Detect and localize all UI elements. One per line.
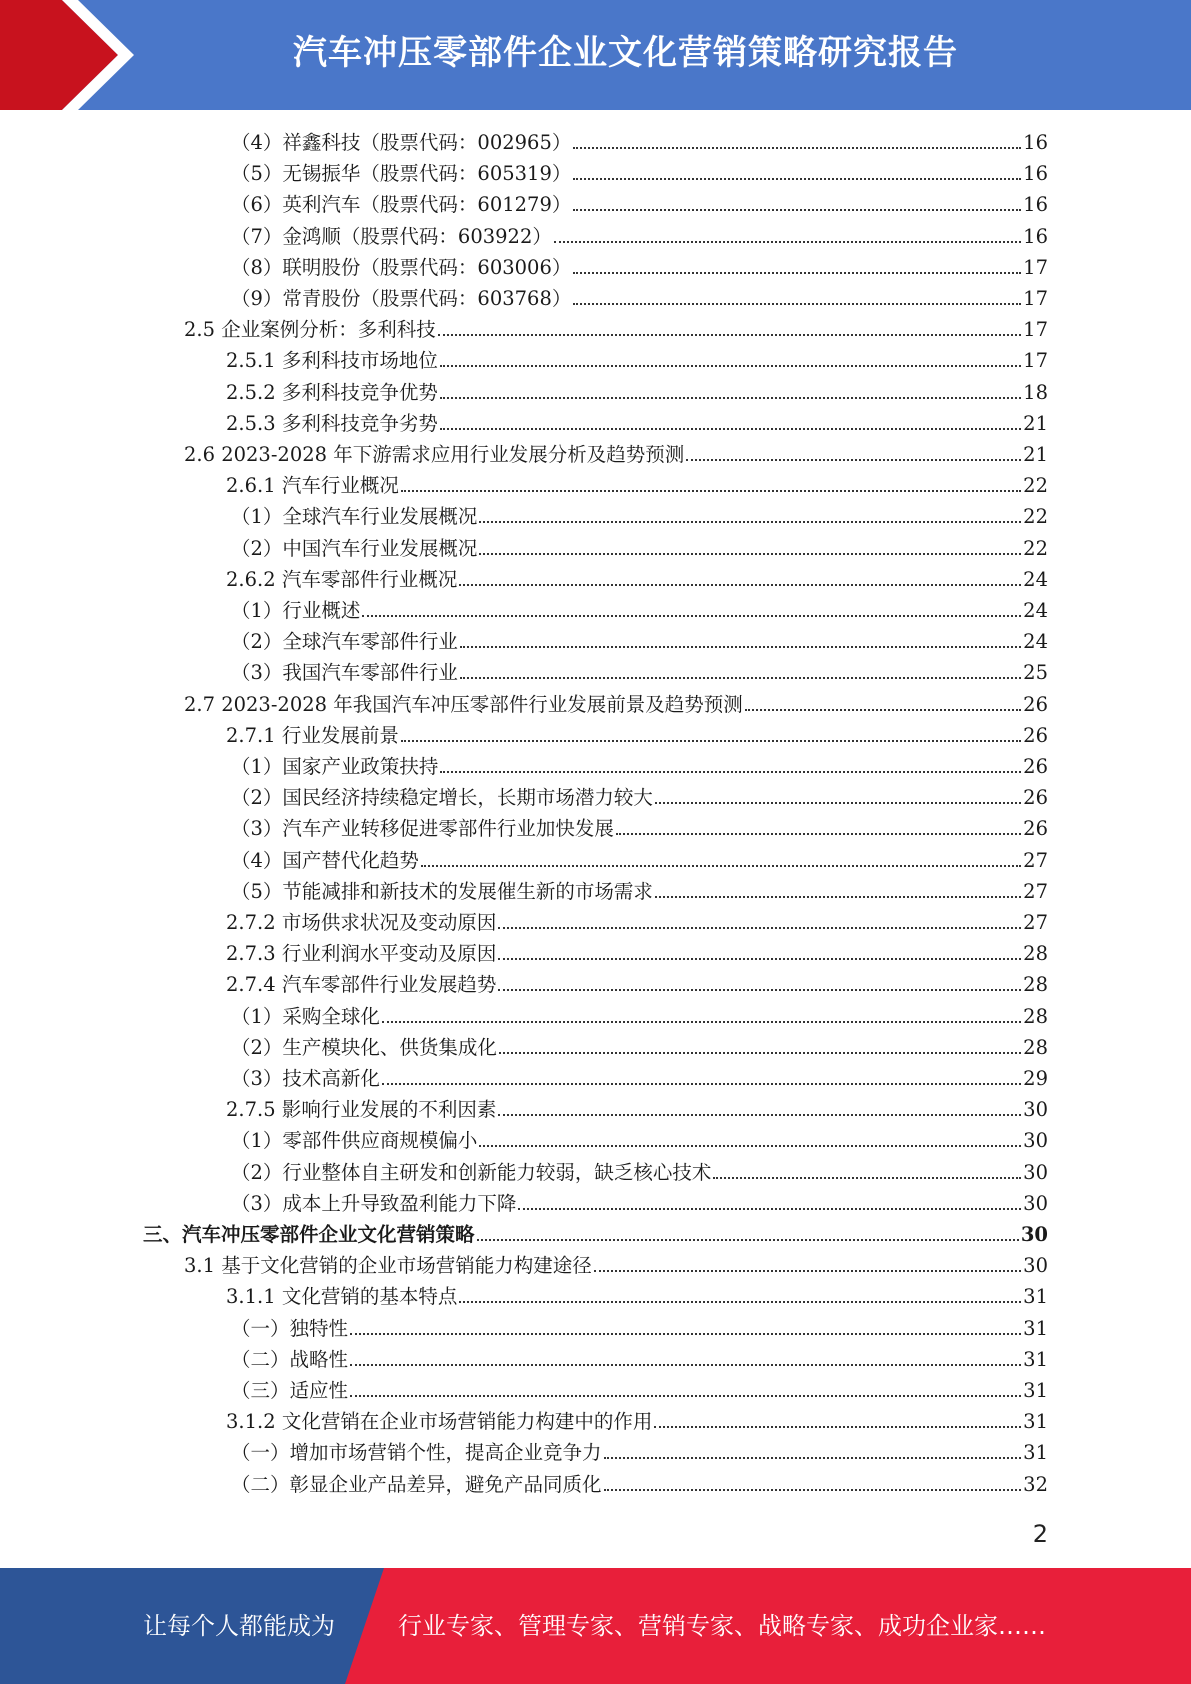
toc-entry-title: 3.1.2 文化营销在企业市场营销能力构建中的作用 — [226, 1410, 653, 1434]
toc-entry[interactable] — [226, 345, 1048, 376]
toc-entry-title: （3）汽车产业转移促进零部件行业加快发展 — [231, 817, 614, 841]
toc-leader-dots — [498, 1114, 1021, 1116]
toc-entry-title: 2.5 企业案例分析：多利科技 — [184, 318, 436, 342]
toc-entry-page: 31 — [1023, 1379, 1048, 1402]
toc-leader-dots — [573, 209, 1021, 211]
toc-entry-title: 2.7.2 市场供求状况及变动原因 — [226, 911, 497, 934]
toc-leader-dots — [498, 989, 1021, 991]
toc-entry-title: （3）技术高新化 — [231, 1067, 380, 1090]
toc-entry[interactable] — [226, 564, 1048, 595]
toc-leader-dots — [350, 1395, 1021, 1397]
toc-entry-title: （4）国产替代化趋势 — [231, 848, 419, 872]
toc-entry-page: 16 — [1023, 224, 1048, 248]
toc-leader-dots — [440, 397, 1021, 399]
footer-slogan-left: 让每个人都能成为 — [143, 1612, 335, 1640]
toc-entry-title: （7）金鸿顺（股票代码：603922） — [231, 224, 552, 248]
toc-entry[interactable] — [231, 127, 1048, 158]
toc-entry[interactable] — [231, 1313, 1048, 1344]
toc-leader-dots — [459, 584, 1021, 586]
toc-entry[interactable] — [226, 377, 1048, 408]
toc-entry-title: 2.6.2 汽车零部件行业概况 — [226, 567, 458, 591]
toc-entry-page: 24 — [1023, 630, 1048, 654]
toc-leader-dots — [479, 1145, 1021, 1147]
toc-leader-dots — [440, 365, 1021, 367]
toc-entry[interactable] — [231, 221, 1048, 252]
toc-entry[interactable] — [231, 1125, 1048, 1156]
toc-leader-dots — [440, 771, 1021, 773]
toc-leader-dots — [616, 833, 1021, 835]
toc-entry[interactable] — [226, 938, 1048, 969]
toc-entry[interactable] — [231, 845, 1048, 876]
toc-entry[interactable] — [143, 1219, 1048, 1250]
toc-entry[interactable] — [231, 595, 1048, 626]
toc-entry-page: 30 — [1020, 1223, 1048, 1246]
toc-leader-dots — [498, 927, 1021, 929]
toc-entry-page: 26 — [1023, 692, 1048, 716]
toc-entry-page: 16 — [1023, 131, 1048, 154]
toc-entry-page: 30 — [1023, 1098, 1048, 1122]
toc-entry-page: 30 — [1023, 1191, 1048, 1215]
toc-entry-page: 28 — [1023, 1035, 1048, 1059]
toc-entry-page: 16 — [1023, 193, 1048, 217]
toc-leader-dots — [382, 1021, 1021, 1023]
toc-entry-title: 2.7.3 行业利润水平变动及原因 — [226, 942, 497, 966]
toc-entry-page: 17 — [1023, 318, 1048, 342]
toc-entry-title: （4）祥鑫科技（股票代码：002965） — [231, 131, 572, 154]
toc-leader-dots — [594, 1270, 1021, 1272]
toc-leader-dots — [362, 615, 1021, 617]
toc-entry-page: 32 — [1023, 1472, 1048, 1496]
footer-slogan-right: 行业专家、管理专家、营销专家、战略专家、成功企业家…… — [398, 1612, 1046, 1640]
toc-leader-dots — [686, 459, 1021, 461]
toc-entry[interactable] — [231, 1157, 1048, 1188]
toc-entry[interactable] — [184, 314, 1048, 345]
toc-entry-title: （3）成本上升导致盈利能力下降 — [231, 1191, 517, 1215]
toc-entry-page: 21 — [1023, 411, 1048, 435]
toc-entry-page: 22 — [1023, 474, 1048, 498]
toc-entry-title: （6）英利汽车（股票代码：601279） — [231, 193, 572, 217]
toc-entry[interactable] — [231, 1375, 1048, 1406]
toc-entry-page: 31 — [1023, 1285, 1048, 1309]
toc-entry[interactable] — [231, 1188, 1048, 1219]
toc-entry-title: 2.5.1 多利科技市场地位 — [226, 349, 438, 373]
toc-entry[interactable] — [226, 720, 1048, 751]
toc-entry[interactable] — [226, 969, 1048, 1000]
toc-entry[interactable] — [226, 408, 1048, 439]
toc-entry-title: （9）常青股份（股票代码：603768） — [231, 287, 572, 310]
toc-leader-dots — [573, 303, 1021, 305]
toc-leader-dots — [401, 490, 1021, 492]
toc-leader-dots — [655, 896, 1021, 898]
toc-leader-dots — [745, 709, 1021, 711]
toc-entry-page: 31 — [1023, 1441, 1048, 1465]
toc-entry[interactable] — [231, 1344, 1048, 1375]
toc-leader-dots — [604, 1489, 1022, 1491]
toc-entry-page: 18 — [1023, 380, 1048, 404]
page-header — [0, 0, 1191, 110]
toc-entry-title: （2）全球汽车零部件行业 — [231, 630, 458, 654]
page-number: 2 — [1032, 1520, 1048, 1548]
toc-entry-page: 17 — [1023, 255, 1048, 279]
toc-leader-dots — [499, 1052, 1021, 1054]
toc-entry-page: 28 — [1023, 942, 1048, 966]
toc-leader-dots — [713, 1177, 1021, 1179]
toc-leader-dots — [479, 553, 1021, 555]
toc-leader-dots — [350, 1364, 1021, 1366]
toc-entry-page: 24 — [1023, 567, 1048, 591]
toc-leader-dots — [438, 334, 1021, 336]
toc-entry-page: 21 — [1023, 443, 1048, 466]
toc-entry-page: 29 — [1023, 1067, 1048, 1090]
toc-leader-dots — [479, 521, 1021, 523]
toc-entry-title: （2）生产模块化、供货集成化 — [231, 1035, 497, 1059]
toc-entry-title: 2.5.3 多利科技竞争劣势 — [226, 411, 438, 435]
toc-entry[interactable] — [231, 876, 1048, 907]
toc-entry-title: （2）中国汽车行业发展概况 — [231, 536, 478, 560]
page-footer — [0, 1568, 1191, 1684]
toc-entry-title: （3）我国汽车零部件行业 — [231, 661, 458, 685]
toc-entry-page: 28 — [1023, 1004, 1048, 1028]
toc-entry-title: 2.7.5 影响行业发展的不利因素 — [226, 1098, 497, 1122]
toc-entry[interactable] — [231, 626, 1048, 657]
toc-leader-dots — [440, 428, 1021, 430]
toc-entry-title: （8）联明股份（股票代码：603006） — [231, 255, 572, 279]
toc-entry[interactable] — [226, 1406, 1048, 1437]
toc-leader-dots — [573, 178, 1021, 180]
toc-leader-dots — [554, 241, 1021, 243]
toc-entry-page: 22 — [1023, 536, 1048, 560]
toc-entry-page: 30 — [1023, 1129, 1048, 1153]
toc-entry-title: （一）增加市场营销个性，提高企业竞争力 — [231, 1441, 602, 1465]
toc-entry-title: 2.7.4 汽车零部件行业发展趋势 — [226, 973, 497, 997]
toc-leader-dots — [477, 1239, 1019, 1241]
toc-leader-dots — [573, 147, 1021, 149]
toc-leader-dots — [460, 677, 1021, 679]
toc-entry-title: （二）战略性 — [231, 1347, 349, 1371]
toc-leader-dots — [421, 865, 1021, 867]
toc-entry-title: （1）行业概述 — [231, 599, 361, 622]
toc-entry-page: 26 — [1023, 817, 1048, 841]
toc-entry[interactable] — [184, 1250, 1048, 1281]
toc-entry[interactable] — [231, 283, 1048, 314]
toc-leader-dots — [382, 1083, 1021, 1085]
toc-entry-title: （5）节能减排和新技术的发展催生新的市场需求 — [231, 879, 653, 903]
toc-entry-page: 31 — [1023, 1410, 1048, 1434]
header-title: 汽车冲压零部件企业文化营销策略研究报告 — [293, 33, 958, 73]
toc-leader-dots — [604, 1457, 1022, 1459]
toc-leader-dots — [655, 802, 1021, 804]
toc-entry-title: 3.1.1 文化营销的基本特点 — [226, 1285, 458, 1309]
toc-entry-title: 2.7 2023-2028 年我国汽车冲压零部件行业发展前景及趋势预测 — [184, 692, 743, 716]
toc-entry-title: 2.7.1 行业发展前景 — [226, 723, 399, 747]
toc-entry[interactable] — [231, 1001, 1048, 1032]
toc-entry-title: 3.1 基于文化营销的企业市场营销能力构建途径 — [184, 1254, 592, 1278]
toc-leader-dots — [350, 1333, 1021, 1335]
toc-leader-dots — [459, 1301, 1021, 1303]
toc-entry[interactable] — [226, 907, 1048, 938]
toc-entry-page: 24 — [1023, 599, 1048, 622]
toc-entry[interactable] — [231, 1032, 1048, 1063]
toc-entry[interactable] — [231, 1437, 1048, 1468]
toc-entry-title: 2.6 2023-2028 年下游需求应用行业发展分析及趋势预测 — [184, 443, 685, 466]
toc-entry[interactable] — [231, 252, 1048, 283]
toc-entry[interactable] — [226, 470, 1048, 501]
toc-entry-title: 2.6.1 汽车行业概况 — [226, 474, 399, 498]
toc-entry-title: （一）独特性 — [231, 1316, 349, 1340]
toc-leader-dots — [654, 1426, 1021, 1428]
toc-entry-page: 17 — [1023, 349, 1048, 373]
toc-entry-title: （2）国民经济持续稳定增长，长期市场潜力较大 — [231, 786, 653, 810]
toc-entry[interactable] — [184, 439, 1048, 470]
toc-entry-title: （1）国家产业政策扶持 — [231, 755, 439, 778]
toc-entry[interactable] — [231, 158, 1048, 189]
toc-entry-title: 三、汽车冲压零部件企业文化营销策略 — [143, 1223, 475, 1246]
toc-entry-title: （2）行业整体自主研发和创新能力较弱，缺乏核心技术 — [231, 1160, 712, 1184]
toc-entry-title: 2.5.2 多利科技竞争优势 — [226, 380, 438, 404]
toc-leader-dots — [460, 646, 1021, 648]
toc-entry[interactable] — [231, 501, 1048, 532]
toc-entry-page: 27 — [1023, 911, 1048, 934]
toc-entry[interactable] — [231, 657, 1048, 688]
toc-entry-page: 22 — [1023, 505, 1048, 529]
toc-entry-title: （1）零部件供应商规模偏小 — [231, 1129, 478, 1153]
toc-entry-page: 30 — [1023, 1160, 1048, 1184]
toc-entry-page: 16 — [1023, 162, 1048, 186]
toc-entry-title: （5）无锡振华（股票代码：605319） — [231, 162, 572, 186]
toc-entry[interactable] — [231, 1469, 1048, 1500]
toc-entry-title: （二）彰显企业产品差异，避免产品同质化 — [231, 1472, 602, 1496]
toc-entry-page: 27 — [1023, 879, 1048, 903]
toc-entry-page: 26 — [1023, 755, 1048, 778]
toc-entry-page: 27 — [1023, 848, 1048, 872]
toc-entry-page: 25 — [1023, 661, 1048, 685]
toc-leader-dots — [518, 1208, 1021, 1210]
toc-entry[interactable] — [231, 533, 1048, 564]
toc-entry[interactable] — [231, 782, 1048, 813]
toc-leader-dots — [498, 958, 1021, 960]
toc-entry[interactable] — [231, 189, 1048, 220]
toc-leader-dots — [573, 272, 1021, 274]
toc-entry-page: 31 — [1023, 1316, 1048, 1340]
toc-entry[interactable] — [184, 689, 1048, 720]
toc-entry-title: （三）适应性 — [231, 1379, 349, 1402]
toc-entry-page: 26 — [1023, 786, 1048, 810]
toc-entry-title: （1）全球汽车行业发展概况 — [231, 505, 478, 529]
toc-leader-dots — [401, 740, 1021, 742]
toc-entry[interactable] — [226, 1281, 1048, 1312]
toc-entry-page: 30 — [1023, 1254, 1048, 1278]
toc-entry[interactable] — [231, 751, 1048, 782]
toc-entry[interactable] — [231, 813, 1048, 844]
toc-entry-page: 26 — [1023, 723, 1048, 747]
toc-entry[interactable] — [226, 1094, 1048, 1125]
toc-entry-page: 28 — [1023, 973, 1048, 997]
toc-entry-page: 17 — [1023, 287, 1048, 310]
toc-entry-title: （1）采购全球化 — [231, 1004, 380, 1028]
toc-entry-page: 31 — [1023, 1347, 1048, 1371]
toc-entry[interactable] — [231, 1063, 1048, 1094]
